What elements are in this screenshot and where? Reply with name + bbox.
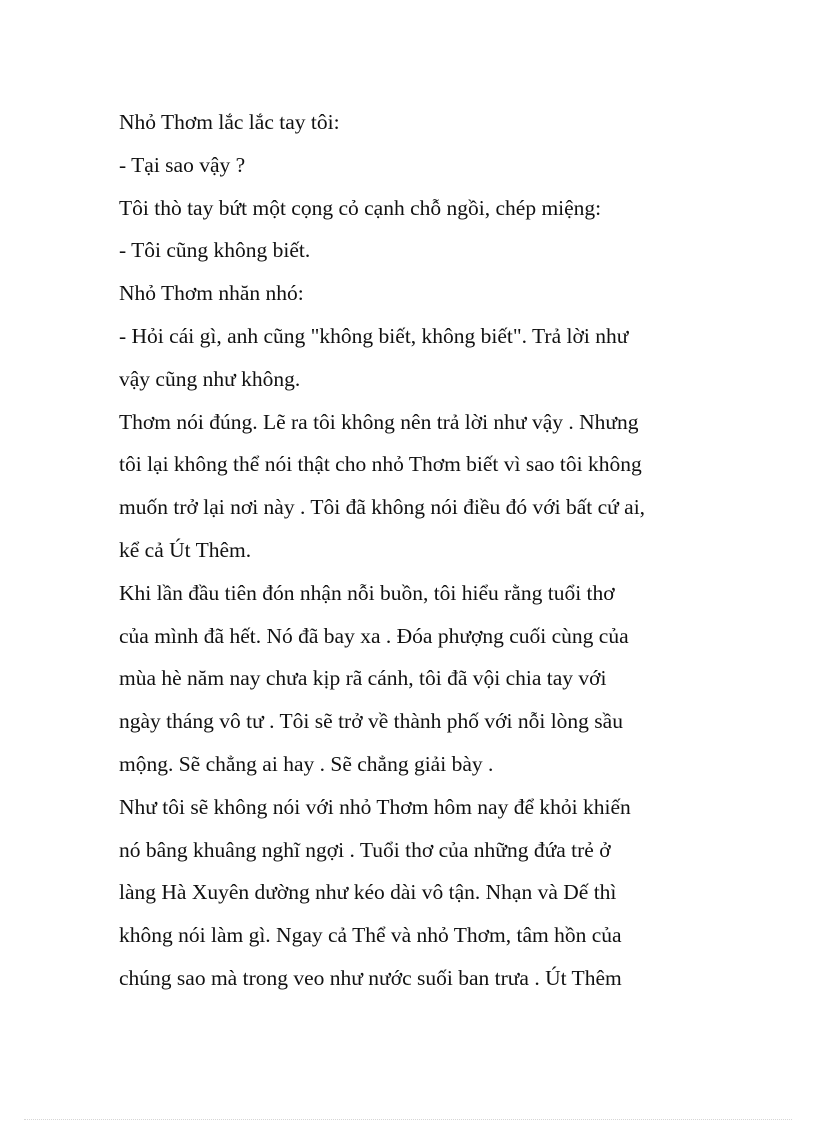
- text-line: tôi lại không thể nói thật cho nhỏ Thơm biết vì sao tôi không: [119, 452, 642, 477]
- text-line: ngày tháng vô tư . Tôi sẽ trở về thành phố với nỗi lòng sầu: [119, 709, 623, 734]
- text-line: Nhỏ Thơm nhăn nhó:: [119, 281, 304, 306]
- page-bottom-divider: [24, 1119, 792, 1120]
- text-line: không nói làm gì. Ngay cả Thể và nhỏ Thơm, tâm hồn của: [119, 923, 622, 948]
- text-line: Như tôi sẽ không nói với nhỏ Thơm hôm nay để khỏi khiến: [119, 794, 631, 819]
- text-line: muốn trở lại nơi này . Tôi đã không nói điều đó với bất cứ ai,: [119, 495, 646, 520]
- text-line: Thơm nói đúng. Lẽ ra tôi không nên trả lời như vậy . Nhưng: [119, 409, 639, 434]
- text-line: - Hỏi cái gì, anh cũng "không biết, không biết". Trả lời như: [119, 323, 629, 348]
- body-text: [119, 101, 719, 1000]
- text-line: mùa hè năm nay chưa kịp rã cánh, tôi đã vội chia tay với: [119, 666, 607, 691]
- text-line: mộng. Sẽ chẳng ai hay . Sẽ chẳng giải bày .: [119, 751, 494, 776]
- text-line: kể cả Út Thêm.: [119, 537, 252, 562]
- text-line: làng Hà Xuyên dường như kéo dài vô tận. Nhạn và Dế thì: [119, 880, 617, 905]
- text-line: Tôi thò tay bứt một cọng cỏ cạnh chỗ ngồi, chép miệng:: [119, 195, 602, 220]
- text-line: của mình đã hết. Nó đã bay xa . Đóa phượng cuối cùng của: [119, 623, 629, 648]
- text-line: chúng sao mà trong veo như nước suối ban trưa . Út Thêm: [119, 965, 622, 990]
- text-line: Khi lần đầu tiên đón nhận nỗi buồn, tôi hiểu rằng tuổi thơ: [119, 580, 615, 605]
- text-line: vậy cũng như không.: [119, 366, 301, 391]
- text-line: Nhỏ Thơm lắc lắc tay tôi:: [119, 110, 340, 134]
- text-line: - Tại sao vậy ?: [119, 152, 246, 177]
- text-line: - Tôi cũng không biết.: [119, 238, 311, 263]
- text-line: nó bâng khuâng nghĩ ngợi . Tuổi thơ của những đứa trẻ ở: [119, 837, 611, 862]
